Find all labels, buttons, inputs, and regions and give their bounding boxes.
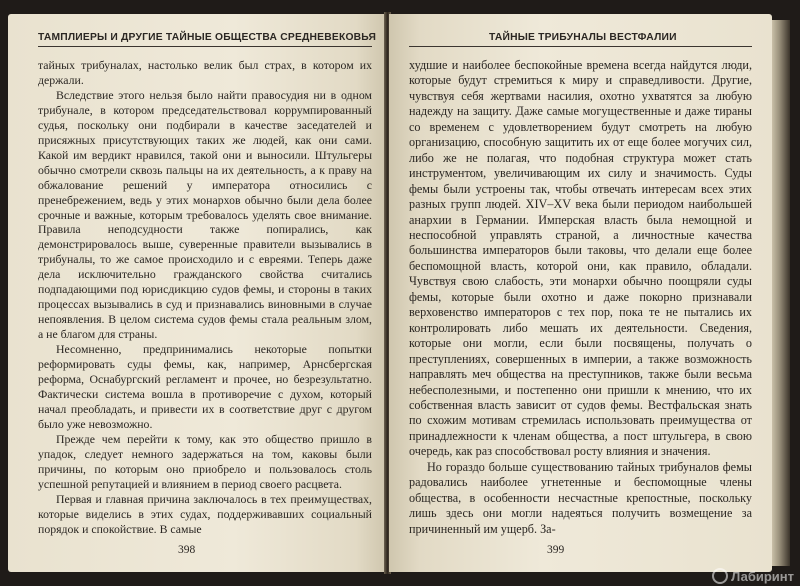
- header-rule: [409, 46, 752, 47]
- page-body: [38, 58, 372, 537]
- left-page: [8, 14, 386, 572]
- running-head: ТАЙНЫЕ ТРИБУНАЛЫ ВЕСТФАЛИИ: [489, 32, 677, 43]
- labirint-logo-icon: [712, 568, 728, 584]
- page-edges: [772, 20, 790, 566]
- paragraph: Но гораздо больше существованию тайных трибуналов фемы радовались наиболее угнетенные и беспомощные члены общества, в особенности несчастные крепостные, поскольку лишь здесь они могли надеяться получить возмещение за причиненный им ущерб. За-: [409, 459, 752, 536]
- running-head: ТАМПЛИЕРЫ И ДРУГИЕ ТАЙНЫЕ ОБЩЕСТВА СРЕДНЕВЕКОВЬЯ: [38, 32, 377, 43]
- watermark: [712, 568, 794, 584]
- paragraph: Прежде чем перейти к тому, как это общество пришло в упадок, следует немного задержаться на том, каковы были причины, по которым оно приобрело и пользовалось столь успешной репутацией и влиянием в период своего расцвета.: [38, 431, 372, 491]
- paragraph: тайных трибуналах, настолько велик был страх, в котором их держали.: [38, 58, 372, 87]
- paragraph: Несомненно, предпринимались некоторые попытки реформировать суды фемы, как, например, Арнсбергская реформа, Оснабургский регламент и прочее, но безрезультатно. Фактически система вошла в противоречие с духом, который начал преобладать, и привести их в соответствие друг с другом было уже невозможно.: [38, 342, 372, 431]
- page-number: 399: [547, 544, 565, 556]
- paragraph: Первая и главная причина заключалось в тех преимуществах, которые виделись в этих судах, поддерживавших социальный порядок и спокойствие. В самые: [38, 491, 372, 536]
- header-rule: [38, 46, 372, 47]
- paragraph: худшие и наиболее беспокойные времена всегда найдутся люди, которые будут стремиться к миру и справедливости. Другие, чувствуя себя жертвами насилия, охотно ухватятся за любую надежду на защиту. Даже самые могущественные и даже тираны со временем с удовлетворением будут смотреть на любую организацию, способную защитить их от еще более могучих сил, либо же не полагая, что подобная структура может стать инструментом, увеличивающим их силу и значимость. Суды фемы были устроены так, чтобы отвечать интересам всех этих разных групп людей. XIV–XV века были периодом наибольшей анархии в Германии. Имперская власть была немощной и неспособной управлять страной, а личностные качества большинства императоров были таковы, что делали еще более беспомощной власть, которой они, как правило, обладали. Чувствуя свою слабость, эти монархи обычно поощряли суды фемы, которые были охотно и даже покорно признавали верховенство императоров с тех пор, пока те не пытались их контролировать либо мешать их деятельности. Сведения, которые они могли, если были посвящены, получать о преступлениях, совершенных в империи, а также возможность направлять меч общества на преступников, также были весьма небесполезными, и постепенно они пришли к мнению, что их собственная власть зависит от судов фемы. Вестфальская знать по схожим мотивам стремилась использовать преимущества от принадлежности к членам общества, а пост штульгера, в свою очередь, как раз способствовал росту влияния и значения.: [409, 58, 752, 459]
- right-page: [389, 14, 772, 572]
- page-body: [409, 58, 752, 537]
- paragraph: Вследствие этого нельзя было найти правосудия ни в одном трибунале, в котором председательствовал коррумпированный судья, поскольку они подбирали в качестве заседателей и присяжных присутствующих таких же людей, как они сами. Какой им вердикт нравился, такой они и выносили. Штульгеры обычно смотрели сквозь пальцы на их деятельность, а к праву на обжалование решений у императора относились с пренебрежением, ведь у этих монархов обычно были дела более срочные и важные, которым требовалось уделять свое внимание. Правила неподсудности также попирались, как демонстрировалось выше, суверенные правители вызывались в трибуналы, то же самое происходило и с евреями. Теперь даже дела исключительно гражданского свойства считались подпадающими под юрисдикцию судов фемы, и стороны в таких процессах вызывались в суд и признавались виновными в случае непоявления. В целом система судов фемы стала реальным злом, а не благом для страны.: [38, 87, 372, 342]
- page-number: 398: [178, 544, 196, 556]
- watermark-text: Лабиринт: [731, 568, 794, 584]
